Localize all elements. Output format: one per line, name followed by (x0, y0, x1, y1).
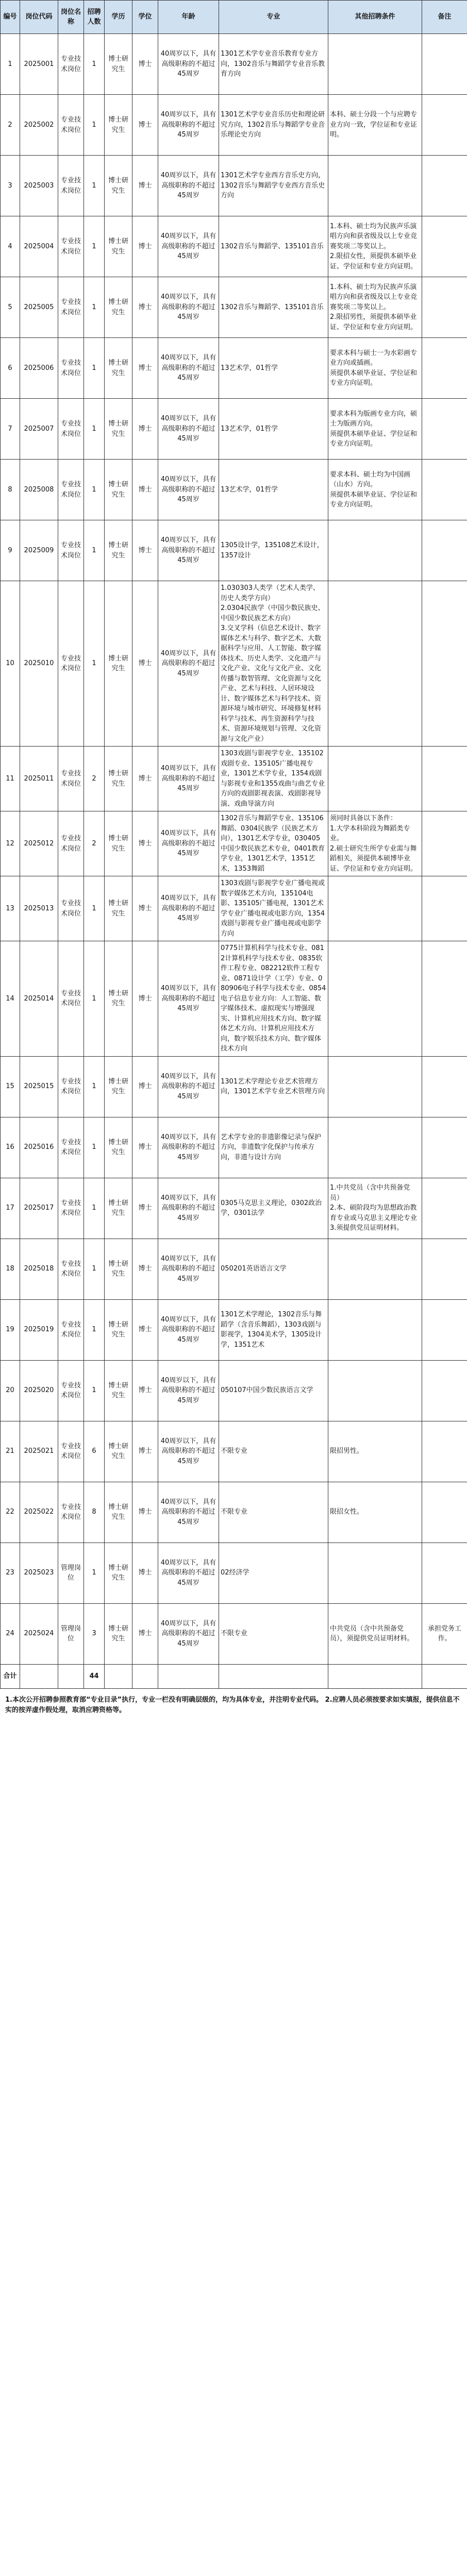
row-no: 22 (1, 1482, 20, 1543)
row-spec: 13艺术学，01哲学 (219, 338, 328, 399)
row-note (422, 1482, 467, 1543)
row-note (422, 216, 467, 277)
row-spec: 1302音乐与舞蹈学、135101音乐 (219, 216, 328, 277)
row-degree: 博士 (132, 338, 158, 399)
row-age: 40周岁以下，具有高级职称的不超过45周岁 (158, 156, 219, 216)
row-count: 1 (84, 216, 105, 277)
row-cond: 要求本科为版画专业方向，硕士为版画方向。 须提供本硕毕业证、学位证和专业方向证明。 (328, 399, 422, 460)
row-cond (328, 520, 422, 581)
row-degree: 博士 (132, 1239, 158, 1299)
row-edu: 博士研究生 (105, 941, 132, 1057)
row-spec: 1302音乐与舞蹈学、135101音乐 (219, 277, 328, 338)
row-name: 专业技术岗位 (58, 338, 84, 399)
row-count: 1 (84, 1117, 105, 1178)
row-edu: 博士研究生 (105, 876, 132, 941)
row-edu: 博士研究生 (105, 216, 132, 277)
row-degree: 博士 (132, 1360, 158, 1421)
row-no: 1 (1, 34, 20, 95)
row-note (422, 747, 467, 811)
row-spec: 1301艺术学理论专业艺术管理方向，1301艺术学专业艺术管理方向 (219, 1056, 328, 1117)
row-degree: 博士 (132, 156, 158, 216)
row-name: 专业技术岗位 (58, 876, 84, 941)
row-spec: 不限专业 (219, 1603, 328, 1664)
row-edu: 博士研究生 (105, 1421, 132, 1482)
row-note (422, 156, 467, 216)
header-name: 岗位名称 (58, 1, 84, 34)
row-count: 2 (84, 811, 105, 876)
row-no: 6 (1, 338, 20, 399)
header-no: 编号 (1, 1, 20, 34)
row-cond (328, 876, 422, 941)
row-edu: 博士研究生 (105, 747, 132, 811)
row-cond: 中共党员（含中共预备党员），须提供党员证明材料。 (328, 1603, 422, 1664)
row-edu: 博士研究生 (105, 581, 132, 747)
row-spec: 不限专业 (219, 1482, 328, 1543)
row-age: 40周岁以下，具有高级职称的不超过45周岁 (158, 1117, 219, 1178)
row-note (422, 1421, 467, 1482)
row-edu: 博士研究生 (105, 1117, 132, 1178)
table-row (1, 216, 467, 277)
row-edu: 博士研究生 (105, 520, 132, 581)
row-edu: 博士研究生 (105, 1239, 132, 1299)
table-body (1, 34, 467, 1689)
row-note (422, 1543, 467, 1603)
row-degree: 博士 (132, 1482, 158, 1543)
row-code: 2025003 (20, 156, 58, 216)
row-cond (328, 1360, 422, 1421)
row-count: 8 (84, 1482, 105, 1543)
table-row (1, 156, 467, 216)
table-row (1, 338, 467, 399)
row-note (422, 520, 467, 581)
row-spec: 1.030303人类学（艺术人类学、历史人类学方向） 2.0304民族学（中国少数民族史、中国少数民族艺术方向） 3.交叉学科（信息艺术设计、数字媒体艺术与科学、数字艺术、大数据科学与应用、人工智能、数字媒体技术、历史人类学、文化遗产与文化产业、文化与文化产业、文化传播与数智管理、文化资源与文化产业、艺术与科技、人居环境设计、数字媒体艺术与科学技术、资源环境与城市研究、环境修复材料科学与技术、再生资源科学与技术、资源环境规划与管理、文化资源与文化产业） (219, 581, 328, 747)
row-cond (328, 1117, 422, 1178)
row-age: 40周岁以下，具有高级职称的不超过45周岁 (158, 1178, 219, 1239)
row-no: 12 (1, 811, 20, 876)
row-note (422, 399, 467, 460)
row-note (422, 1056, 467, 1117)
row-no: 18 (1, 1239, 20, 1299)
row-name: 专业技术岗位 (58, 95, 84, 156)
row-name: 管理岗位 (58, 1543, 84, 1603)
header-note: 备注 (422, 1, 467, 34)
table-row (1, 399, 467, 460)
row-age: 40周岁以下，具有高级职称的不超过45周岁 (158, 95, 219, 156)
table-row (1, 1603, 467, 1664)
table-row (1, 1299, 467, 1360)
row-no: 23 (1, 1543, 20, 1603)
row-name: 专业技术岗位 (58, 1178, 84, 1239)
row-cond (328, 1056, 422, 1117)
row-code: 2025012 (20, 811, 58, 876)
row-code: 2025007 (20, 399, 58, 460)
row-code: 2025024 (20, 1603, 58, 1664)
row-cond: 1.中共党员（含中共预备党员） 2.本、硕阶段均为思想政治教育专业或马克思主义理论专业 3.须提供党员证明材料。 (328, 1178, 422, 1239)
header-spec: 专业 (219, 1, 328, 34)
row-cond (328, 34, 422, 95)
row-name: 专业技术岗位 (58, 941, 84, 1057)
row-count: 2 (84, 747, 105, 811)
row-no: 13 (1, 876, 20, 941)
row-degree: 博士 (132, 1421, 158, 1482)
table-row (1, 1421, 467, 1482)
row-no: 9 (1, 520, 20, 581)
row-spec: 1303戏剧与影视学专业、135102戏剧专业、135105广播电视专业，1301艺术学专业，1354戏剧与影视专业和1355戏曲与曲艺专业方向的戏剧影视表演、戏剧影视导演、戏曲导演方向 (219, 747, 328, 811)
row-code: 2025020 (20, 1360, 58, 1421)
row-name: 专业技术岗位 (58, 811, 84, 876)
row-count: 1 (84, 338, 105, 399)
table-row (1, 1482, 467, 1543)
row-spec: 02经济学 (219, 1543, 328, 1603)
row-count: 1 (84, 941, 105, 1057)
row-degree: 博士 (132, 1603, 158, 1664)
row-no: 24 (1, 1603, 20, 1664)
row-edu: 博士研究生 (105, 460, 132, 520)
row-count: 1 (84, 1299, 105, 1360)
row-age: 40周岁以下，具有高级职称的不超过45周岁 (158, 941, 219, 1057)
row-no: 17 (1, 1178, 20, 1239)
row-no: 20 (1, 1360, 20, 1421)
row-no: 5 (1, 277, 20, 338)
row-count: 1 (84, 460, 105, 520)
row-degree: 博士 (132, 876, 158, 941)
row-note (422, 1360, 467, 1421)
row-age: 40周岁以下，具有高级职称的不超过45周岁 (158, 811, 219, 876)
row-degree: 博士 (132, 34, 158, 95)
row-age: 40周岁以下，具有高级职称的不超过45周岁 (158, 1421, 219, 1482)
row-spec: 不限专业 (219, 1421, 328, 1482)
row-note (422, 876, 467, 941)
row-code: 2025005 (20, 277, 58, 338)
row-name: 专业技术岗位 (58, 581, 84, 747)
row-edu: 博士研究生 (105, 95, 132, 156)
row-age: 40周岁以下，具有高级职称的不超过45周岁 (158, 520, 219, 581)
row-cond (328, 1239, 422, 1299)
row-code: 2025015 (20, 1056, 58, 1117)
row-count: 1 (84, 1543, 105, 1603)
row-name: 管理岗位 (58, 1603, 84, 1664)
row-degree: 博士 (132, 95, 158, 156)
table-row (1, 95, 467, 156)
row-cond (328, 941, 422, 1057)
row-count: 1 (84, 277, 105, 338)
row-degree: 博士 (132, 277, 158, 338)
row-note (422, 941, 467, 1057)
row-edu: 博士研究生 (105, 811, 132, 876)
row-no: 21 (1, 1421, 20, 1482)
row-edu: 博士研究生 (105, 338, 132, 399)
row-code: 2025022 (20, 1482, 58, 1543)
row-name: 专业技术岗位 (58, 1299, 84, 1360)
row-code: 2025009 (20, 520, 58, 581)
row-no: 2 (1, 95, 20, 156)
row-age: 40周岁以下，具有高级职称的不超过45周岁 (158, 1056, 219, 1117)
row-cond: 要求本科、硕士均为中国画（山水）方向。 须提供本硕毕业证、学位证和专业方向证明。 (328, 460, 422, 520)
row-cond (328, 581, 422, 747)
row-cond: 要求本科与硕士一为水彩画专业方向或插画。 须提供本硕毕业证、学位证和专业方向证明。 (328, 338, 422, 399)
row-note (422, 1178, 467, 1239)
row-name: 专业技术岗位 (58, 1421, 84, 1482)
row-edu: 博士研究生 (105, 1178, 132, 1239)
row-age: 40周岁以下，具有高级职称的不超过45周岁 (158, 1543, 219, 1603)
row-age: 40周岁以下，具有高级职称的不超过45周岁 (158, 1360, 219, 1421)
header-degree: 学位 (132, 1, 158, 34)
table-row (1, 1543, 467, 1603)
row-code: 2025017 (20, 1178, 58, 1239)
row-count: 1 (84, 1360, 105, 1421)
row-note (422, 338, 467, 399)
row-name: 专业技术岗位 (58, 1056, 84, 1117)
row-count: 1 (84, 399, 105, 460)
row-no: 4 (1, 216, 20, 277)
row-note (422, 95, 467, 156)
row-degree: 博士 (132, 399, 158, 460)
header-cond: 其他招聘条件 (328, 1, 422, 34)
row-age: 40周岁以下，具有高级职称的不超过45周岁 (158, 216, 219, 277)
row-degree: 博士 (132, 460, 158, 520)
row-age: 40周岁以下，具有高级职称的不超过45周岁 (158, 1482, 219, 1543)
row-count: 1 (84, 95, 105, 156)
table-row (1, 1117, 467, 1178)
total-empty-cell (422, 1664, 467, 1688)
row-code: 2025001 (20, 34, 58, 95)
row-age: 40周岁以下，具有高级职称的不超过45周岁 (158, 1603, 219, 1664)
row-degree: 博士 (132, 1117, 158, 1178)
table-row (1, 941, 467, 1057)
row-name: 专业技术岗位 (58, 1360, 84, 1421)
row-count: 3 (84, 1603, 105, 1664)
table-row (1, 460, 467, 520)
table-row (1, 34, 467, 95)
row-code: 2025011 (20, 747, 58, 811)
row-degree: 博士 (132, 581, 158, 747)
row-edu: 博士研究生 (105, 1360, 132, 1421)
total-empty-cell (328, 1664, 422, 1688)
row-no: 19 (1, 1299, 20, 1360)
row-name: 专业技术岗位 (58, 1482, 84, 1543)
total-empty-cell (20, 1664, 58, 1688)
row-degree: 博士 (132, 811, 158, 876)
row-edu: 博士研究生 (105, 1543, 132, 1603)
row-spec: 13艺术学，01哲学 (219, 460, 328, 520)
row-degree: 博士 (132, 1299, 158, 1360)
row-code: 2025014 (20, 941, 58, 1057)
total-empty-cell (105, 1664, 132, 1688)
row-note (422, 811, 467, 876)
row-degree: 博士 (132, 1056, 158, 1117)
header-age: 年龄 (158, 1, 219, 34)
row-cond: 本科、硕士分段一个与应聘专业方向一致，学位证和专业证明。 (328, 95, 422, 156)
header-edu: 学历 (105, 1, 132, 34)
row-name: 专业技术岗位 (58, 747, 84, 811)
row-cond (328, 1299, 422, 1360)
row-spec: 0305马克思主义理论，0302政治学，0301法学 (219, 1178, 328, 1239)
row-no: 3 (1, 156, 20, 216)
row-degree: 博士 (132, 1178, 158, 1239)
row-degree: 博士 (132, 941, 158, 1057)
table-row (1, 277, 467, 338)
row-name: 专业技术岗位 (58, 34, 84, 95)
row-cond: 1.本科、硕士均为民族声乐演唱方向和获省级及以上专业竞赛奖项二等奖以上。 2.限招男性，须提供本硕毕业证、学位证和专业方向证明。 (328, 277, 422, 338)
row-edu: 博士研究生 (105, 399, 132, 460)
table-row (1, 581, 467, 747)
row-age: 40周岁以下，具有高级职称的不超过45周岁 (158, 1299, 219, 1360)
row-spec: 13艺术学，01哲学 (219, 399, 328, 460)
header-count: 招聘人数 (84, 1, 105, 34)
row-no: 10 (1, 581, 20, 747)
row-note (422, 1299, 467, 1360)
row-name: 专业技术岗位 (58, 1239, 84, 1299)
row-note (422, 581, 467, 747)
row-edu: 博士研究生 (105, 156, 132, 216)
row-spec: 1305设计学，135108艺术设计，1357设计 (219, 520, 328, 581)
row-cond (328, 1543, 422, 1603)
row-degree: 博士 (132, 1543, 158, 1603)
total-label: 合计 (1, 1664, 20, 1688)
row-count: 1 (84, 520, 105, 581)
table-row (1, 876, 467, 941)
row-spec: 0775计算机科学与技术专业、0812计算机科学与技术专业、0835软件工程专业、082212软件工程专业、0871设计学（工学）专业、080906电子科学与技术专业、0854电子信息专业方向：人工智能、数字媒体技术、虚拟现实与增强现实、计算机应用技术方向、数字媒体艺术方向、计算机应用技术方向，数字娱乐技术方向、数字媒体技术方向 (219, 941, 328, 1057)
row-spec: 1301艺术学理论，1302音乐与舞蹈学（含音乐舞蹈），1303戏剧与影视学，1304美术学，1305设计学，1351艺术 (219, 1299, 328, 1360)
row-edu: 博士研究生 (105, 1056, 132, 1117)
row-no: 16 (1, 1117, 20, 1178)
row-spec: 1302音乐与舞蹈学专业、135106舞蹈、0304民族学（民族艺术方向），1301艺术学专业，030405中国少数民族艺术专业，0401教育学专业，1301艺术学，1351艺术，1353舞蹈 (219, 811, 328, 876)
row-count: 1 (84, 156, 105, 216)
row-name: 专业技术岗位 (58, 399, 84, 460)
row-cond: 限招男性。 (328, 1421, 422, 1482)
row-note: 承担党务工作。 (422, 1603, 467, 1664)
row-spec: 艺术学专业的非遗影像记录与保护方向，非遗数字化保护与传承方向，非遗与设计方向 (219, 1117, 328, 1178)
row-degree: 博士 (132, 216, 158, 277)
row-code: 2025008 (20, 460, 58, 520)
row-no: 15 (1, 1056, 20, 1117)
row-code: 2025004 (20, 216, 58, 277)
row-code: 2025010 (20, 581, 58, 747)
row-edu: 博士研究生 (105, 1299, 132, 1360)
row-no: 7 (1, 399, 20, 460)
row-note (422, 1117, 467, 1178)
row-age: 40周岁以下，具有高级职称的不超过45周岁 (158, 34, 219, 95)
row-no: 11 (1, 747, 20, 811)
row-age: 40周岁以下，具有高级职称的不超过45周岁 (158, 747, 219, 811)
row-age: 40周岁以下，具有高级职称的不超过45周岁 (158, 581, 219, 747)
row-name: 专业技术岗位 (58, 156, 84, 216)
table-row (1, 520, 467, 581)
row-name: 专业技术岗位 (58, 1117, 84, 1178)
row-spec: 1303戏剧与影视学专业广播电视或数字媒体艺术方向，135104电影、135105广播电视，1301艺术学专业广播电视或电影方向，1354戏剧与影视专业广播电视或电影学方向 (219, 876, 328, 941)
row-degree: 博士 (132, 520, 158, 581)
row-note (422, 1239, 467, 1299)
row-code: 2025019 (20, 1299, 58, 1360)
row-code: 2025013 (20, 876, 58, 941)
row-note (422, 460, 467, 520)
row-cond (328, 747, 422, 811)
row-spec: 1301艺术学专业音乐教育专业方向，1302音乐与舞蹈学专业音乐教育方向 (219, 34, 328, 95)
header-code: 岗位代码 (20, 1, 58, 34)
total-empty-cell (219, 1664, 328, 1688)
row-edu: 博士研究生 (105, 277, 132, 338)
row-name: 专业技术岗位 (58, 460, 84, 520)
row-name: 专业技术岗位 (58, 277, 84, 338)
row-no: 14 (1, 941, 20, 1057)
table-row (1, 1056, 467, 1117)
row-count: 1 (84, 581, 105, 747)
header-row (1, 1, 467, 34)
table-row (1, 747, 467, 811)
row-age: 40周岁以下，具有高级职称的不超过45周岁 (158, 460, 219, 520)
row-no: 8 (1, 460, 20, 520)
table-row (1, 1239, 467, 1299)
row-count: 1 (84, 1056, 105, 1117)
row-code: 2025002 (20, 95, 58, 156)
row-note (422, 34, 467, 95)
row-cond (328, 156, 422, 216)
row-degree: 博士 (132, 747, 158, 811)
row-spec: 050107中国少数民族语言文学 (219, 1360, 328, 1421)
row-count: 6 (84, 1421, 105, 1482)
footnotes: 1.本次公开招聘参照教育部“专业目录”执行，专业一栏没有明确层级的，均为具体专业，并注明专业代码。 2.应聘人员必须按要求如实填报，提供信息不实的按弄虚作假处理，取消应聘资格等。 (5, 1696, 460, 1714)
row-note (422, 277, 467, 338)
row-count: 1 (84, 1239, 105, 1299)
row-edu: 博士研究生 (105, 34, 132, 95)
table-row (1, 1178, 467, 1239)
row-code: 2025021 (20, 1421, 58, 1482)
total-count: 44 (84, 1664, 105, 1688)
row-cond: 1.本科、硕士均为民族声乐演唱方向和获省级及以上专业竞赛奖项二等奖以上。 2.限招女性，须提供本硕毕业证、学位证和专业方向证明。 (328, 216, 422, 277)
row-name: 专业技术岗位 (58, 520, 84, 581)
row-age: 40周岁以下，具有高级职称的不超过45周岁 (158, 277, 219, 338)
total-row (1, 1664, 467, 1688)
row-edu: 博士研究生 (105, 1603, 132, 1664)
row-spec: 1301艺术学专业音乐历史和理论研究方向，1302音乐与舞蹈学专业音乐理论史方向 (219, 95, 328, 156)
row-code: 2025006 (20, 338, 58, 399)
row-age: 40周岁以下，具有高级职称的不超过45周岁 (158, 338, 219, 399)
row-spec: 1301艺术学专业西方音乐史方向，1302音乐与舞蹈学专业西方音乐史方向 (219, 156, 328, 216)
row-cond: 限招女性。 (328, 1482, 422, 1543)
row-code: 2025016 (20, 1117, 58, 1178)
table-row (1, 811, 467, 876)
row-cond: 须同时具备以下条件： 1.大学本科阶段为舞蹈类专业。 2.硕士研究生所学专业需与舞蹈相关，须提供本硕博毕业证、学位证和专业方向证明。 (328, 811, 422, 876)
row-age: 40周岁以下，具有高级职称的不超过45周岁 (158, 399, 219, 460)
total-empty-cell (58, 1664, 84, 1688)
row-name: 专业技术岗位 (58, 216, 84, 277)
table-row (1, 1360, 467, 1421)
total-empty-cell (132, 1664, 158, 1688)
row-code: 2025023 (20, 1543, 58, 1603)
total-empty-cell (158, 1664, 219, 1688)
row-count: 1 (84, 1178, 105, 1239)
row-spec: 050201英语语言文学 (219, 1239, 328, 1299)
row-edu: 博士研究生 (105, 1482, 132, 1543)
row-code: 2025018 (20, 1239, 58, 1299)
row-age: 40周岁以下，具有高级职称的不超过45周岁 (158, 876, 219, 941)
row-count: 1 (84, 34, 105, 95)
row-age: 40周岁以下，具有高级职称的不超过45周岁 (158, 1239, 219, 1299)
row-count: 1 (84, 876, 105, 941)
